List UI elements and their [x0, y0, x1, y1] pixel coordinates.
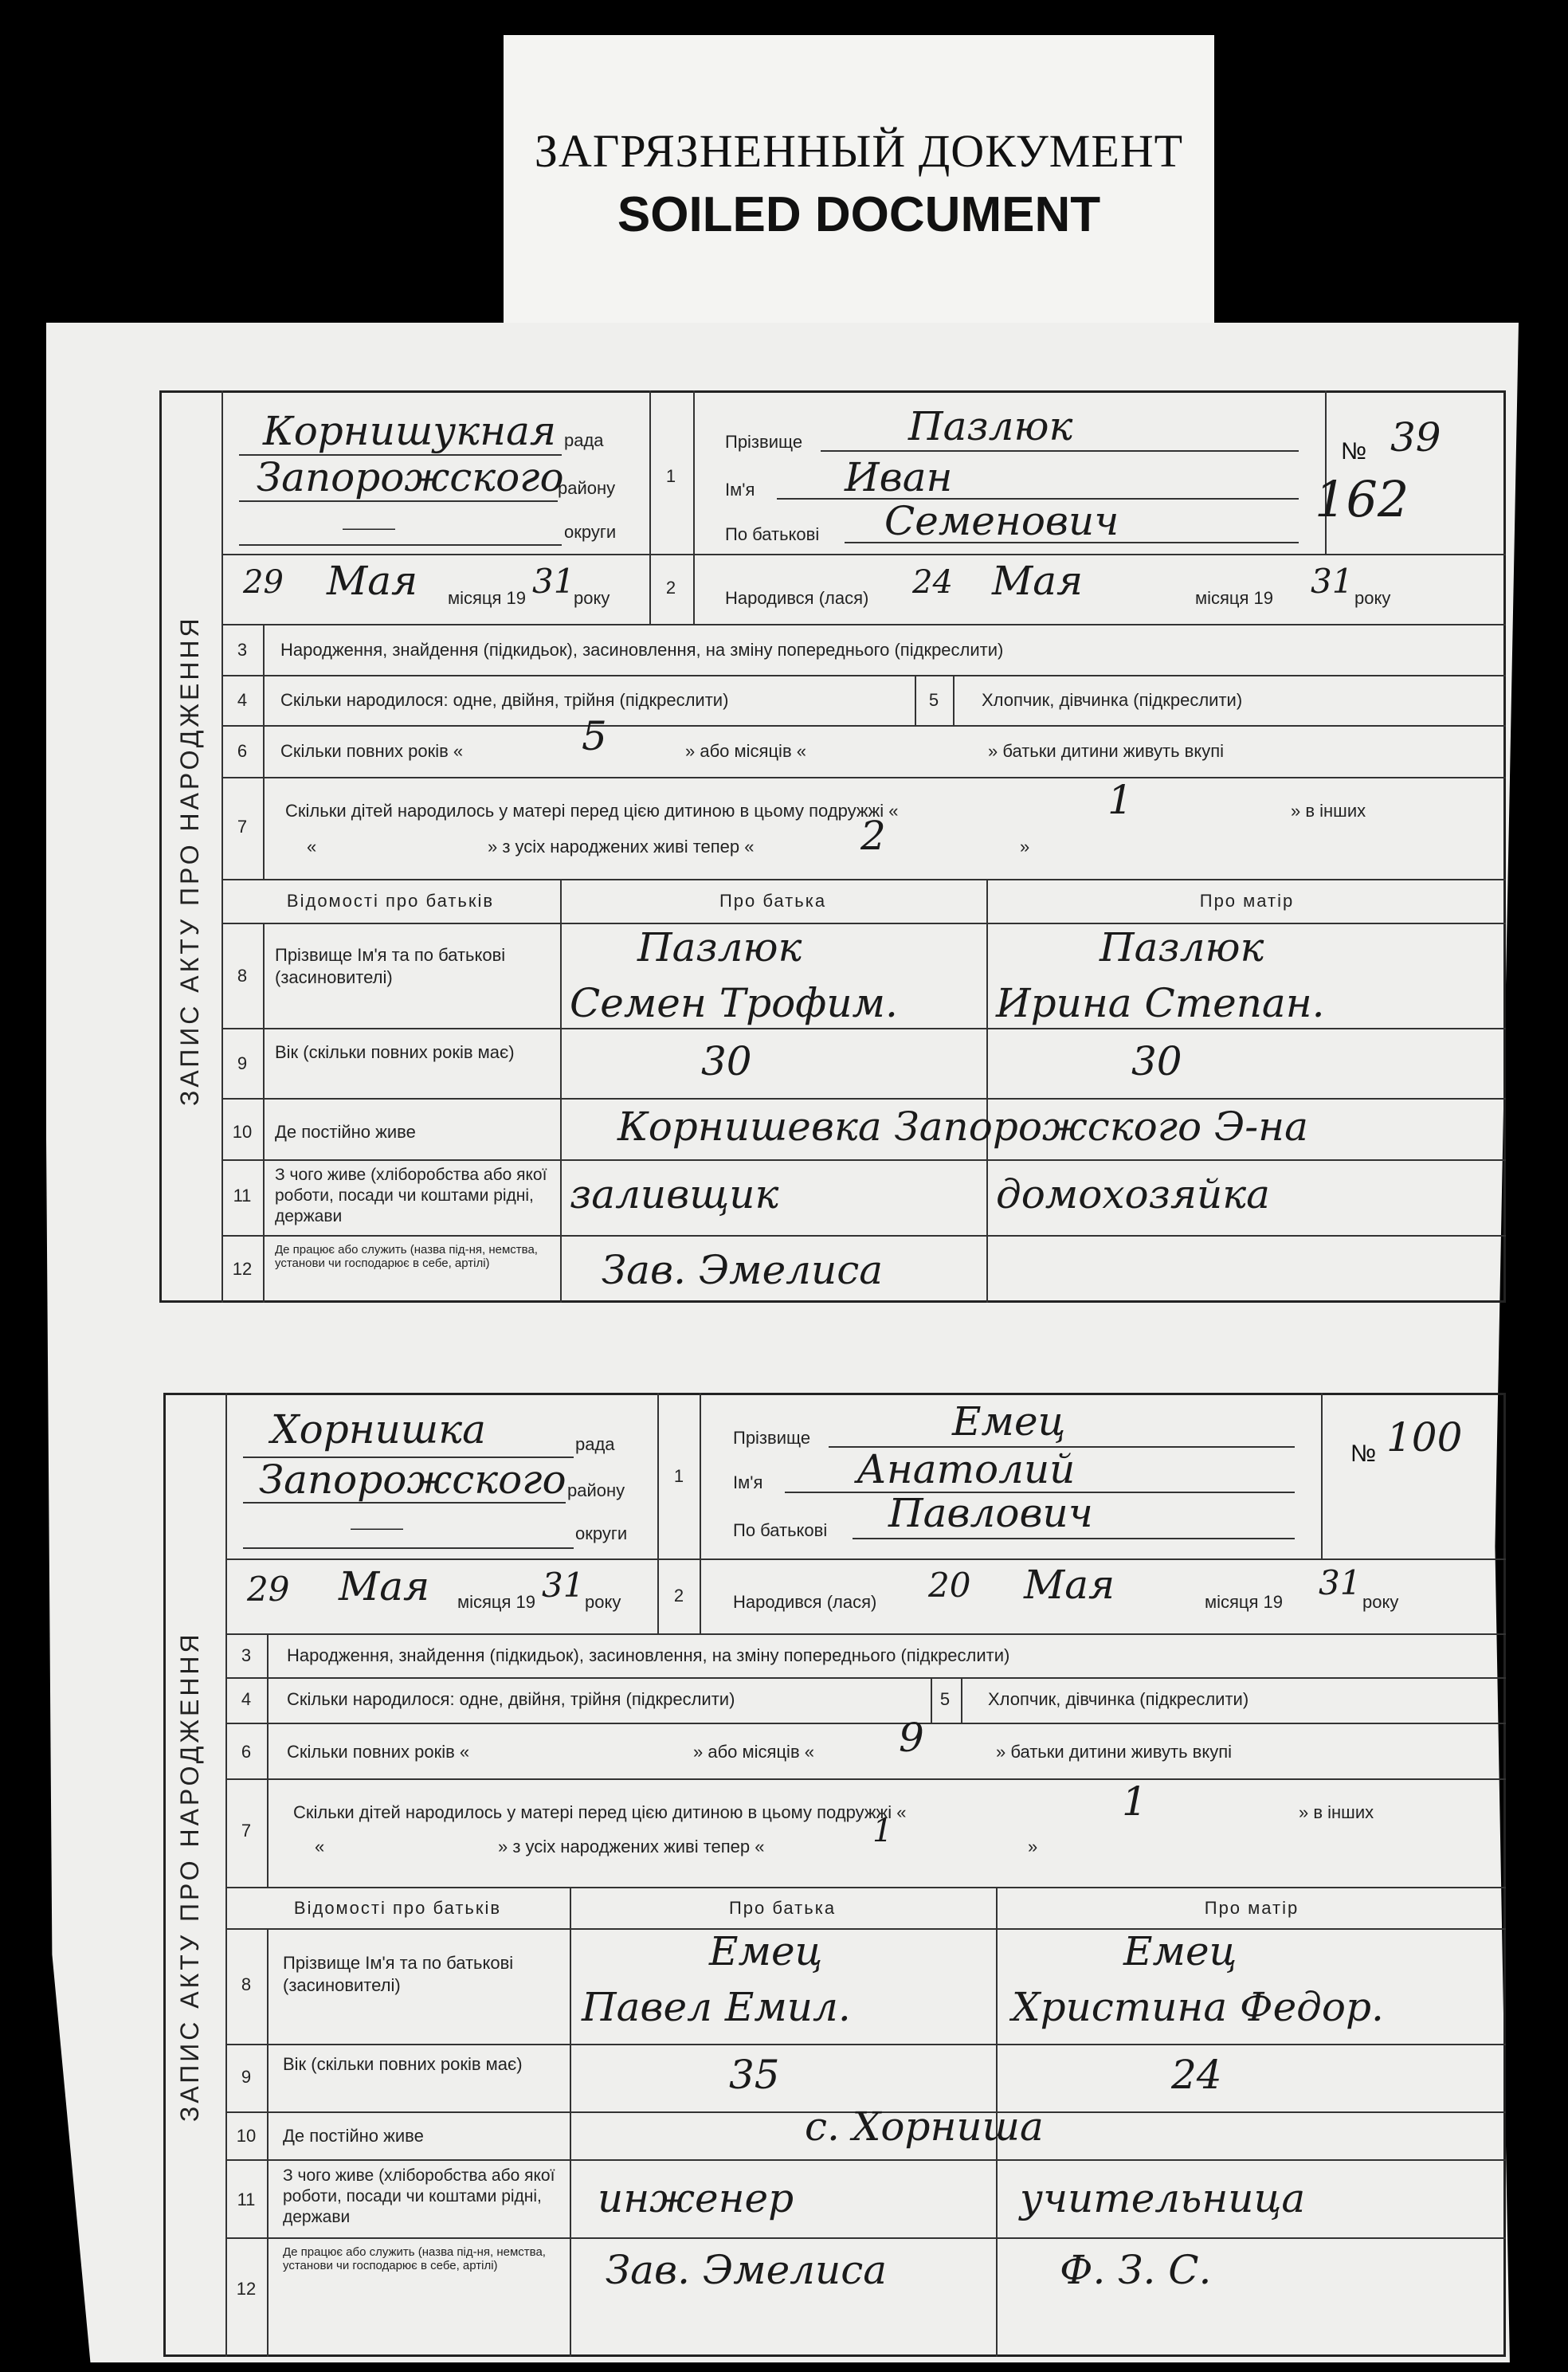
reg-month: Мая — [327, 558, 418, 604]
children-alive: 2 — [860, 813, 886, 859]
father-work: Зав. Эмелиса — [602, 1247, 884, 1293]
child-patronymic: Семенович — [884, 498, 1119, 544]
mother-occupation: домохозяйка — [996, 1171, 1270, 1217]
residence: с. Хорниша — [805, 2103, 1044, 2150]
row3-text: Народження, знайдення (підкидьок), засиновлення, на зміну попереднього (підкреслити) — [280, 640, 1004, 660]
row5-text: Хлопчик, дівчинка (підкреслити) — [982, 690, 1243, 710]
child-name: Анатолий — [857, 1446, 1076, 1492]
born-year: 31 — [1311, 562, 1354, 601]
parents-header: Відомості про батьків — [286, 891, 495, 911]
record-number: 39 — [1390, 414, 1441, 461]
rada-value: Корнишукная — [263, 408, 557, 454]
child-surname: Пазлюк — [908, 403, 1073, 449]
born-month: Мая — [992, 558, 1084, 604]
born-day: 20 — [928, 1566, 971, 1605]
months-together: 9 — [899, 1715, 924, 1761]
father-name: Семен Трофим. — [570, 980, 898, 1026]
mother-header: Про матір — [1199, 891, 1295, 911]
reg-day: 29 — [247, 1570, 290, 1609]
mother-name: Ирина Степан. — [996, 980, 1325, 1026]
child-name: Иван — [845, 454, 953, 500]
father-header: Про батька — [719, 891, 827, 911]
father-occupation: заливщик — [570, 1171, 779, 1217]
father-surname: Емец — [709, 1928, 823, 1974]
child-patronymic: Павлович — [888, 1490, 1093, 1536]
father-occupation: инженер — [598, 2175, 794, 2221]
father-surname: Пазлюк — [637, 924, 802, 970]
reg-year: 31 — [542, 1566, 585, 1605]
okrug-value: ——— — [351, 1518, 403, 1538]
children-alive: 1 — [872, 1813, 893, 1849]
born-year: 31 — [1319, 1563, 1362, 1602]
label-russian: ЗАГРЯЗНЕННЫЙ ДОКУМЕНТ — [534, 125, 1184, 177]
record-number: 100 — [1386, 1414, 1463, 1460]
years-together: 5 — [582, 713, 607, 759]
born-day: 24 — [912, 564, 953, 601]
record-side-title: ЗАПИС АКТУ ПРО НАРОДЖЕННЯ — [175, 1631, 204, 2122]
row4-text: Скільки народилося: одне, двійня, трійня (підкреслити) — [280, 690, 729, 710]
father-age: 35 — [729, 2052, 780, 2098]
rada-value: Хорнишка — [271, 1406, 486, 1453]
father-age: 30 — [701, 1038, 752, 1084]
reg-year: 31 — [532, 562, 575, 601]
reg-month: Мая — [339, 1563, 430, 1609]
mother-surname: Пазлюк — [1100, 924, 1264, 970]
mother-occupation: учительница — [1020, 2175, 1306, 2221]
mother-name: Христина Федор. — [1012, 1984, 1384, 2030]
children-before: 1 — [1122, 1778, 1147, 1825]
reg-day: 29 — [243, 564, 284, 601]
mother-age: 30 — [1131, 1038, 1182, 1084]
label-english: SOILED DOCUMENT — [617, 187, 1101, 242]
raion-value: Запорожского — [257, 454, 564, 500]
father-name: Павел Емил. — [582, 1984, 851, 2030]
residence: Корнишевка Запорожского Э-на — [617, 1104, 1308, 1150]
father-work: Зав. Эмелиса — [606, 2247, 888, 2293]
record-side-title: ЗАПИС АКТУ ПРО НАРОДЖЕННЯ — [175, 615, 204, 1106]
raion-value: Запорожского — [259, 1457, 566, 1503]
mother-surname: Емец — [1123, 1928, 1237, 1974]
okrug-value: ——— — [343, 518, 395, 538]
children-before: 1 — [1107, 777, 1133, 823]
mother-age: 24 — [1171, 2052, 1222, 2098]
mother-work: Ф. З. С. — [1060, 2247, 1212, 2293]
child-surname: Емец — [952, 1398, 1066, 1445]
extra-number: 162 — [1315, 470, 1409, 528]
soiled-document-label — [504, 35, 1214, 328]
born-month: Мая — [1024, 1562, 1115, 1608]
